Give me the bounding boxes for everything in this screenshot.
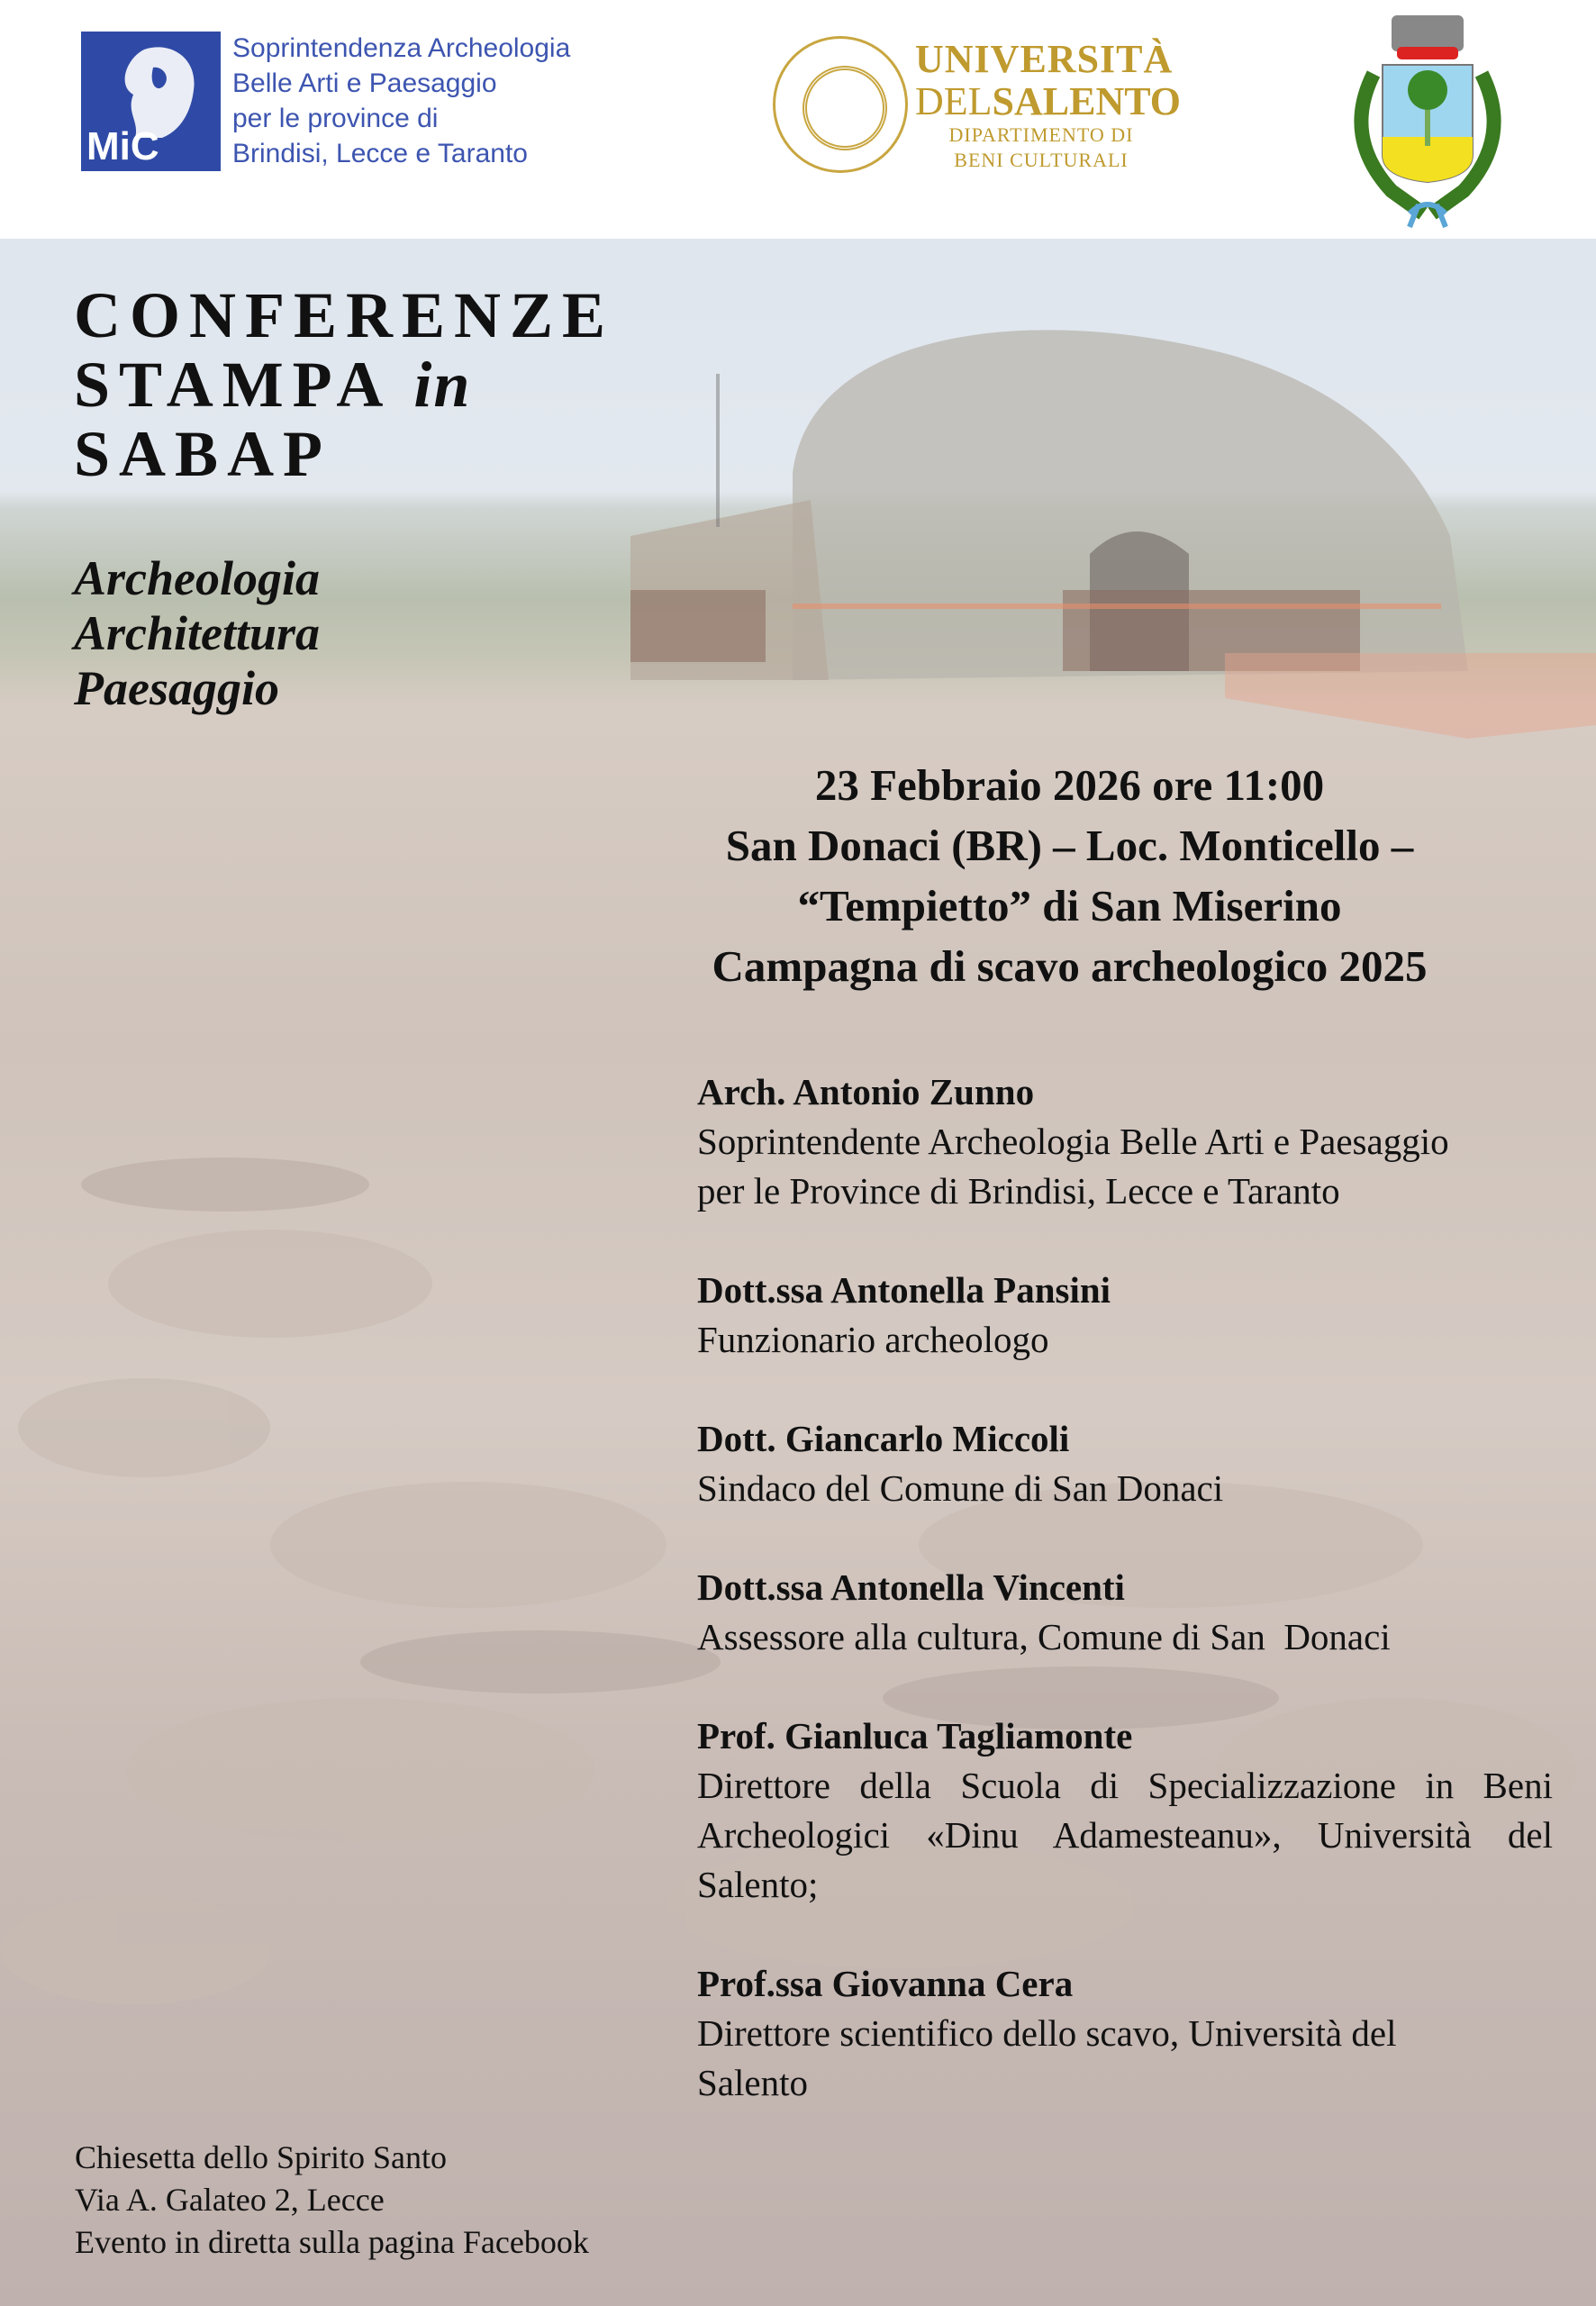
- speaker-role: Assessore alla cultura, Comune di San Donaci: [697, 1616, 1391, 1657]
- subtitle-areas: [74, 551, 320, 716]
- speaker-name: Prof. Gianluca Tagliamonte: [697, 1715, 1133, 1757]
- event-date: 23 Febbraio 2026 ore 11:00: [814, 760, 1325, 810]
- title-in: in: [413, 349, 472, 421]
- event-location: San Donaci (BR) – Loc. Monticello –: [725, 821, 1414, 870]
- logo-header: [0, 0, 1596, 239]
- speakers-list: [697, 1067, 1553, 2157]
- livestream-note: Evento in diretta sulla pagina Facebook: [75, 2224, 589, 2260]
- university-seal-icon: [773, 36, 908, 173]
- venue-name: Chiesetta dello Spirito Santo: [75, 2139, 447, 2175]
- event-topic: Campagna di scavo archeologico 2025: [712, 941, 1428, 991]
- subtitle-line: Architettura: [74, 606, 321, 660]
- speaker-name: Prof.ssa Giovanna Cera: [697, 1963, 1074, 2004]
- event-site: “Tempietto” di San Miserino: [797, 881, 1342, 931]
- department-line: BENI CULTURALI: [954, 149, 1129, 171]
- university-line: [915, 79, 1182, 123]
- subtitle-line: Paesaggio: [74, 661, 279, 715]
- title-line: [74, 350, 614, 420]
- sabap-name-line: per le province di: [232, 104, 439, 133]
- speaker-item: [697, 1266, 1553, 1365]
- sabap-name-line: Soprintendenza Archeologia: [232, 33, 571, 63]
- speaker-role: Funzionario archeologo: [697, 1319, 1049, 1360]
- sabap-name: [232, 31, 570, 171]
- speaker-item: [697, 1067, 1553, 1216]
- speaker-item: [697, 1563, 1553, 1662]
- speaker-item: [697, 1414, 1553, 1513]
- speaker-item: [697, 1959, 1553, 2108]
- conference-title: [74, 281, 614, 489]
- venue-address: Via A. Galateo 2, Lecce: [75, 2182, 385, 2218]
- mic-mark: MiC: [86, 124, 159, 168]
- university-del: DEL: [915, 79, 993, 123]
- speaker-role: Soprintendente Archeologia Belle Arti e Paesaggio per le Province di Brindisi, Lecce e Taranto: [697, 1121, 1449, 1212]
- speaker-item: [697, 1711, 1553, 1910]
- speaker-name: Dott. Giancarlo Miccoli: [697, 1418, 1070, 1459]
- title-stampa: STAMPA: [74, 349, 389, 421]
- subtitle-line: Archeologia: [74, 551, 321, 605]
- department-line: DIPARTIMENTO DI: [948, 123, 1134, 146]
- speaker-name: Dott.ssa Antonella Pansini: [697, 1269, 1111, 1311]
- title-line: CONFERENZE: [74, 279, 615, 351]
- university-logo-text: [915, 37, 1182, 173]
- mic-logo: [81, 32, 221, 171]
- title-line: SABAP: [74, 418, 332, 490]
- speaker-name: Arch. Antonio Zunno: [697, 1071, 1035, 1112]
- university-line: UNIVERSITÀ: [915, 37, 1174, 81]
- speaker-role: Direttore della Scuola di Specializzazione in Beni Archeologici «Dinu Adamesteanu», Università del Salento;: [697, 1765, 1553, 1905]
- sabap-name-line: Belle Arti e Paesaggio: [232, 68, 497, 98]
- sabap-name-line: Brindisi, Lecce e Taranto: [232, 139, 528, 168]
- event-details: [630, 755, 1509, 996]
- san-donaci-coat-of-arms-icon: [1338, 11, 1518, 232]
- speaker-role: Direttore scientifico dello scavo, Università del Salento: [697, 2012, 1397, 2103]
- university-salento: SALENTO: [992, 79, 1182, 123]
- speaker-name: Dott.ssa Antonella Vincenti: [697, 1566, 1125, 1608]
- venue-info: [75, 2137, 589, 2264]
- speaker-role: Sindaco del Comune di San Donaci: [697, 1467, 1224, 1509]
